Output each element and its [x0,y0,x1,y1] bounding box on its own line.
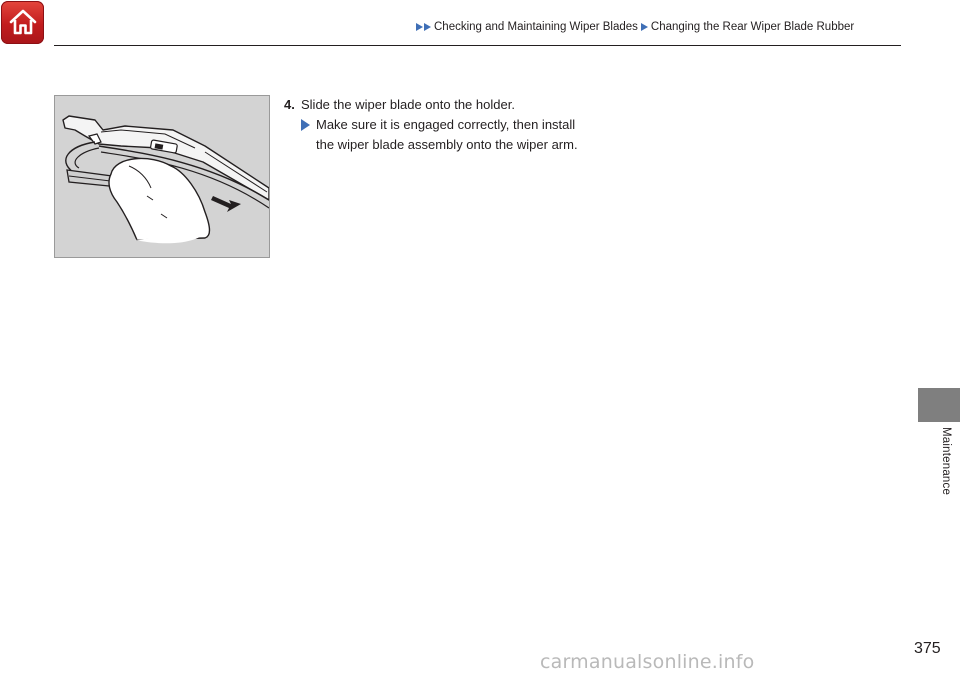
breadcrumb-arrow-icon [416,23,423,31]
step-number: 4. [284,97,295,112]
home-icon [8,7,38,37]
breadcrumb-item[interactable]: Changing the Rear Wiper Blade Rubber [650,21,855,33]
section-label: Maintenance [940,427,952,496]
watermark: carmanualsonline.info [540,651,755,673]
section-tab[interactable] [918,388,960,422]
breadcrumb-arrow-icon [641,23,648,31]
note-arrow-icon [301,119,310,131]
step-text: Slide the wiper blade onto the holder. [301,97,515,112]
home-button[interactable] [1,1,44,44]
breadcrumb-item[interactable]: Checking and Maintaining Wiper Blades [434,21,638,33]
page-number: 375 [914,640,941,657]
step-subtext: Make sure it is engaged correctly, then install the wiper blade assembly onto the wiper arm. [316,117,578,152]
breadcrumb-arrow-icon [424,23,431,31]
header-divider [54,45,901,46]
breadcrumb [416,19,854,35]
wiper-blade-illustration [54,95,270,258]
